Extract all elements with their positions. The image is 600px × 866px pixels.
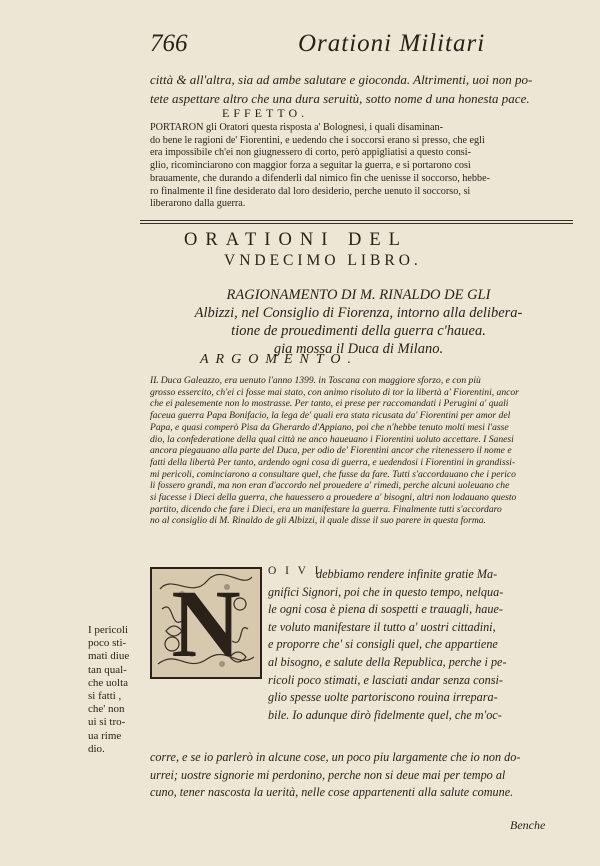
- section-rule-top-2: [140, 223, 573, 224]
- text-line: faceua guerra Papa Bonifacio, la lega de' quali era stata ricusata da' Fiorentini per amor del: [150, 410, 511, 422]
- text-line: che ei palesemente non lo mostrasse. Per tanto, ei prese per raccomandati i Perugini a' quali: [150, 398, 509, 410]
- text-line: glio spesse uolte partoriscono rouina irrepara-: [268, 690, 498, 705]
- margin-line: si fatti ,: [88, 690, 122, 703]
- margin-line: ui si tro-: [88, 716, 126, 729]
- text-line: tete aspettare altro che una dura seruitù, sotto nome d una honesta pace.: [150, 91, 530, 106]
- margin-note: [88, 624, 146, 756]
- text-line: glio, ricominciarono con maggior forza a seguitar la guerra, e si portarono così: [150, 160, 471, 172]
- text-line: mi pericoli, cominciarono a consultare quel, che fusse da fare. Tutti s'accordauano che i perico: [150, 468, 516, 480]
- text-line: al bisogno, e salute della Republica, perche i pe-: [268, 654, 507, 669]
- margin-line: I pericoli: [88, 624, 129, 636]
- page-number: 766: [150, 30, 188, 57]
- heading-line: Albizzi, nel Consiglio di Fiorenza, intorno alla delibera-: [194, 305, 523, 321]
- section-subtitle: VNDECIMO LIBRO.: [224, 252, 422, 269]
- drop-cap-letter: N: [171, 569, 241, 677]
- margin-line: ua rime: [88, 729, 122, 742]
- text-line: li fossero grandi, ma non eran d'accordo nel prouedere a' rimedi, perche alcuni uoleuano che: [150, 480, 510, 492]
- decorated-initial: [150, 567, 262, 679]
- margin-line: poco sti-: [88, 637, 127, 650]
- text-line: città & all'altra, sia ad ambe salutare e gioconda. Altrimenti, uoi non po-: [150, 72, 533, 87]
- margin-line: che uolta: [88, 676, 129, 689]
- catchword: Benche: [510, 818, 546, 832]
- text-line: le ogni cosa è piena di sospetti e trauagli, haue-: [268, 602, 503, 617]
- text-line: do bene le ragioni de' Fiorentini, e uedendo che i soccorsi erano si presso, che egli: [150, 134, 485, 146]
- oration-opening: O I V I: [268, 565, 322, 577]
- text-line: IL Duca Galeazzo, era uenuto l'anno 1399. in Toscana con maggiore sforzo, e con più: [150, 375, 481, 386]
- margin-line: che' non: [88, 703, 125, 716]
- argument-heading: ARGOMENTO.: [200, 352, 359, 367]
- text-line: corre, e se io parlerò in alcune cose, un poco piu largamente che io non do-: [150, 750, 521, 764]
- running-header: [150, 30, 570, 64]
- text-line: dio, la confederatione della qual città ne anco haueuano i Fiorentini uoluto accettare. I Sanesi: [150, 433, 514, 445]
- text-line: urrei; uostre signorie mi perdonino, perche non si deue mai per tempo al: [150, 767, 506, 782]
- text-line: partito, dicendo che fare i Dieci, era un manifestare la guerra. Finalmente tutti s'accordaro: [150, 503, 502, 515]
- argument-paragraph: [150, 375, 570, 527]
- text-line: grosso essercito, ch'ei ci fosse mai stato, con animo risoluto di tor la libertà a' Fiorentini, ancor: [150, 386, 519, 398]
- text-line: ro finalmente il fine desiderato dal loro desiderio, perche uenuto il soccorso, si: [150, 185, 471, 197]
- text-line: Papa, e quasi comperò Pisa da Gherardo d'Appiano, poi che n'hebbe tenuto molti mesi l'asse: [150, 421, 509, 433]
- effect-paragraph: [150, 122, 570, 211]
- text-line: te voluto manifestare il tutto a' uostri cittadini,: [268, 619, 496, 634]
- margin-line: mati diue: [88, 650, 130, 663]
- text-line: era impossibile ch'ei non giugnessero di corto, però appigliatisi a questo consi-: [150, 147, 471, 159]
- text-line: gnifici Signori, poi che in questo tempo, nelqua-: [268, 584, 504, 599]
- section-title: ORATIONI DEL: [184, 230, 408, 250]
- text-line: e proporre che' si consigli quel, che appartiene: [268, 637, 498, 652]
- oration-text-full: [150, 749, 570, 802]
- margin-line: dio.: [88, 742, 105, 755]
- oration-heading: [156, 286, 561, 358]
- running-title: Orationi Militari: [298, 30, 486, 57]
- text-line: no al consiglio di M. Rinaldo de gli Albizzi, il quale disse il suo parere in questa forma.: [150, 515, 486, 527]
- text-line: liberarono dalla guerra.: [150, 198, 246, 210]
- text-line: PORTARON gli Oratori questa risposta a' Bolognesi, i quali disaminan-: [150, 122, 443, 133]
- text-line: fatti della libertà Per tanto, ardendo ogni cosa di guerra, e uedendosi i Fiorentini in grandissi-: [150, 456, 516, 468]
- text-line: brauamente, che durando a difenderli dal nimico fin che uenisse il soccorso, hebbe-: [150, 172, 491, 184]
- text-line: ancora piegauano alla parte del Duca, per odio de' Fiorentini ancor che ritenessero il nome e: [150, 445, 512, 457]
- heading-line: tione de prouedimenti della guerra c'hauea.: [231, 323, 486, 339]
- text-line: si facesse i Dieci della guerra, che hauessero a prouedere a' bisogni, altri non lodauano questo: [150, 492, 517, 504]
- heading-line: gia mossa il Duca di Milano.: [273, 341, 444, 357]
- section-rule-top: [140, 220, 573, 221]
- effect-heading: EFFETTO.: [222, 106, 309, 120]
- margin-line: tan qual-: [88, 663, 127, 676]
- text-line: cuno, tener nascosta la uerità, nelle cose appartenenti alla salute comune.: [150, 785, 514, 800]
- text-line: ricoli poco stimati, e lasciati andar senza consi-: [268, 672, 503, 687]
- intro-paragraph: [150, 70, 570, 108]
- text-line: bile. Io adunque dirò fidelmente quel, che m'oc-: [268, 707, 502, 722]
- text-line: debbiamo rendere infinite gratie Ma-: [316, 567, 498, 581]
- heading-line: RAGIONAMENTO DI M. RINALDO DE GLI: [226, 287, 491, 303]
